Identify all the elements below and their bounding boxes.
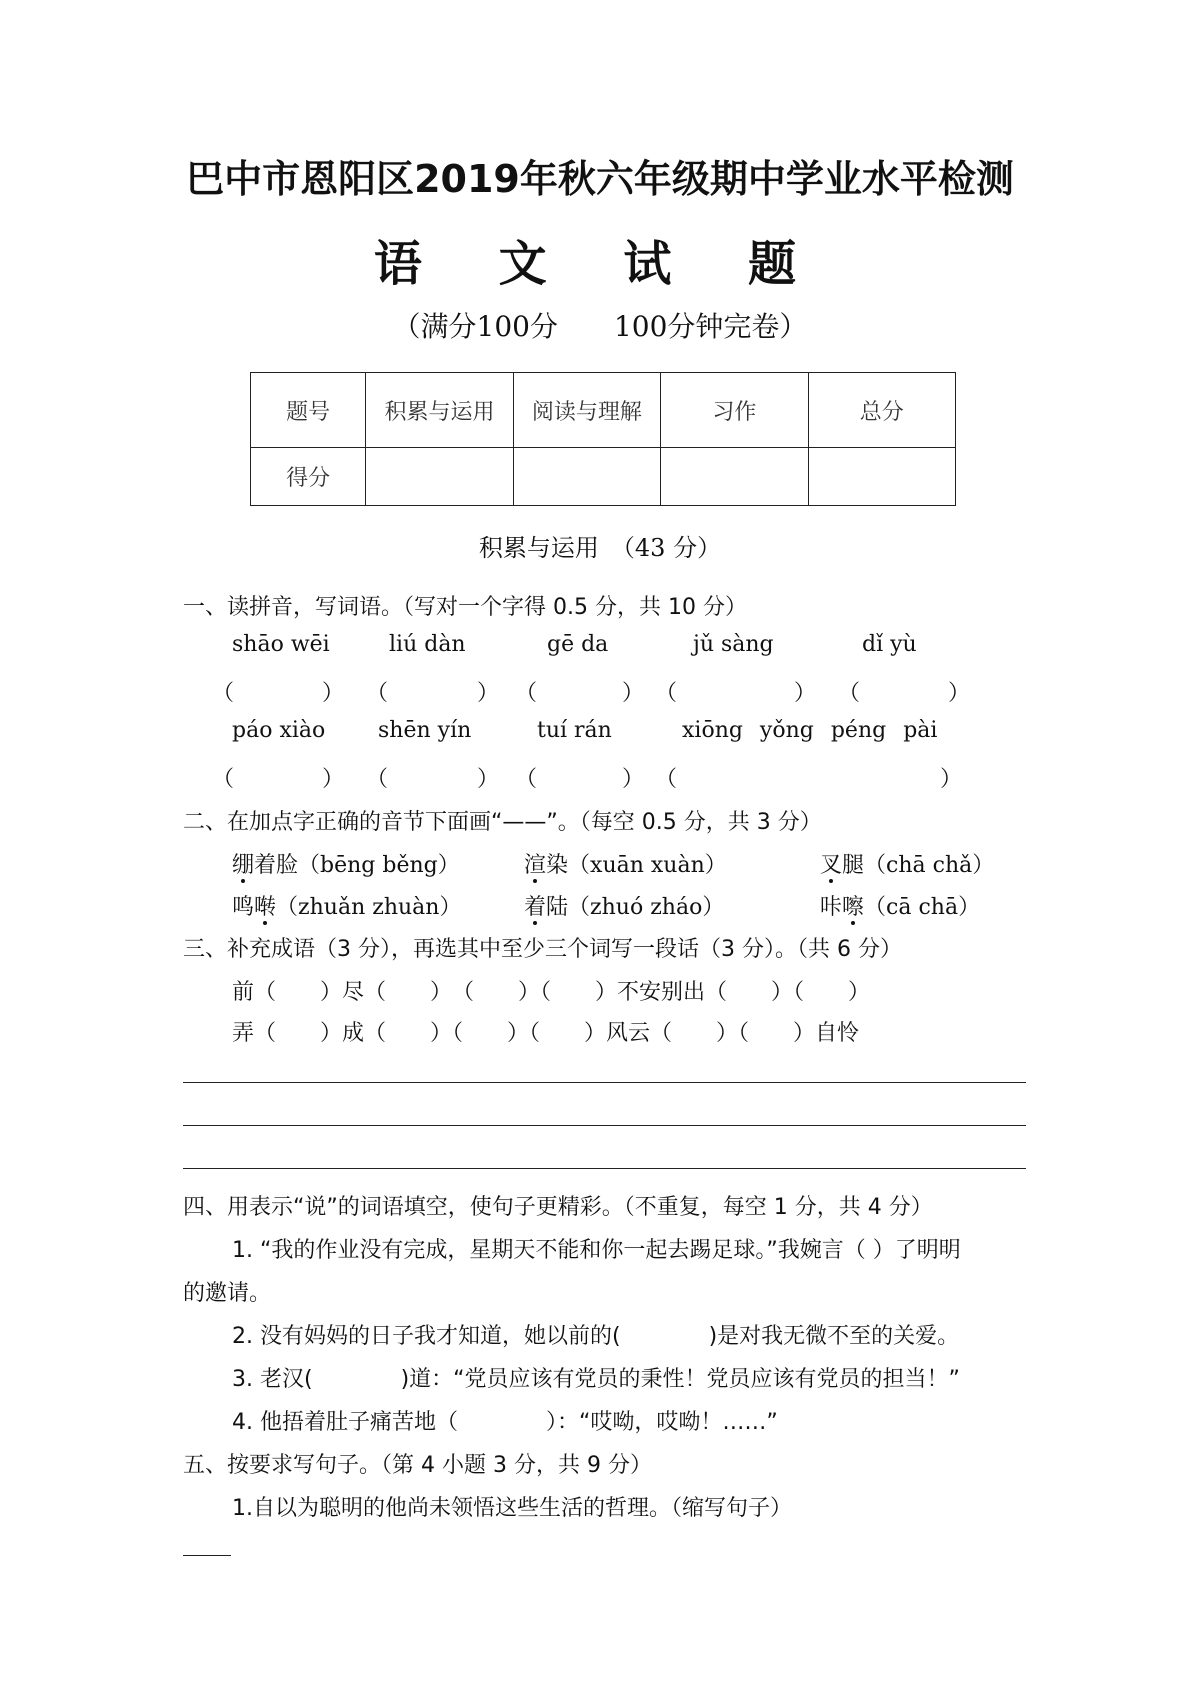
- answer-bracket-close: ）: [622, 681, 645, 706]
- writing-line: [183, 1082, 1026, 1083]
- idiom-line: 前（ ）尽（ ） （ ）（ ）不安别出（ ）（ ）: [232, 980, 871, 1005]
- question-4-item-1-cont: 的邀请。: [183, 1281, 272, 1306]
- pinyin-item: shēn yín: [378, 718, 472, 743]
- dotted-word-item: 绷着脸（bēng běng）: [232, 853, 460, 878]
- question-3-title: 三、补充成语（3 分），再选其中至少三个词写一段话（3 分）。（共 6 分）: [183, 937, 902, 962]
- score-cell: [661, 448, 808, 506]
- answer-bracket-close: ）: [794, 681, 817, 706]
- answer-bracket-open: （: [655, 767, 678, 792]
- answer-bracket-close: ）: [940, 767, 963, 792]
- answer-bracket-close: ）: [477, 767, 500, 792]
- section-heading: 积累与运用 （43 分）: [478, 534, 722, 562]
- exam-title: 语 文 试 题: [373, 236, 827, 292]
- score-cell: [366, 448, 513, 506]
- dotted-word-item: 咔嚓（cā chā）: [820, 895, 981, 920]
- pinyin-item: xiōng yǒng péng pài: [682, 718, 938, 743]
- pinyin-item: shāo wēi: [232, 632, 330, 657]
- answer-bracket-open: （: [838, 681, 861, 706]
- pinyin-item: jǔ sàng: [693, 632, 774, 657]
- score-row-label: 得分: [251, 448, 366, 506]
- answer-bracket-open: （: [366, 681, 389, 706]
- school-title: 巴中市恩阳区2019年秋六年级期中学业水平检测: [186, 157, 1014, 201]
- dotted-word-item: 鸣啭（zhuǎn zhuàn）: [232, 895, 462, 920]
- score-header-cell: 积累与运用: [366, 373, 513, 448]
- score-header-cell: 总分: [808, 373, 955, 448]
- score-table-score-row: [251, 448, 956, 506]
- answer-line: [183, 1555, 231, 1556]
- pinyin-item: tuí rán: [537, 718, 612, 743]
- question-4-item-3: 3. 老汉( )道：“党员应该有党员的秉性！党员应该有党员的担当！”: [232, 1367, 960, 1392]
- dotted-word-item: 着陆（zhuó zháo）: [524, 895, 725, 920]
- question-4-item-2: 2. 没有妈妈的日子我才知道，她以前的( )是对我无微不至的关爱。: [232, 1324, 960, 1349]
- idiom-line: 弄（ ）成（ ）（ ）（ ）风云（ ）（ ）自怜: [232, 1021, 860, 1046]
- score-cell: [808, 448, 955, 506]
- pinyin-item: gē da: [547, 632, 609, 657]
- exam-subtitle: （满分100分 100分钟完卷）: [392, 310, 808, 343]
- answer-bracket-open: （: [212, 767, 235, 792]
- answer-bracket-close: ）: [322, 767, 345, 792]
- score-header-cell: 阅读与理解: [513, 373, 660, 448]
- answer-bracket-open: （: [212, 681, 235, 706]
- dotted-word-item: 渲染（xuān xuàn）: [524, 853, 727, 878]
- score-table-header-row: [251, 373, 956, 448]
- answer-bracket-open: （: [515, 767, 538, 792]
- writing-line: [183, 1168, 1026, 1169]
- answer-bracket-open: （: [655, 681, 678, 706]
- pinyin-item: páo xiào: [232, 718, 326, 743]
- pinyin-item: dǐ yù: [862, 632, 917, 657]
- answer-bracket-open: （: [366, 767, 389, 792]
- question-4-item-4: 4. 他捂着肚子痛苦地（ ）：“哎呦，哎呦！……”: [232, 1410, 778, 1435]
- dotted-word-item: 叉腿（chā chǎ）: [820, 853, 995, 878]
- question-5-title: 五、按要求写句子。（第 4 小题 3 分，共 9 分）: [183, 1453, 652, 1478]
- question-5-item-1: 1.自以为聪明的他尚未领悟这些生活的哲理。（缩写句子）: [232, 1496, 792, 1521]
- answer-bracket-close: ）: [948, 681, 971, 706]
- writing-line: [183, 1125, 1026, 1126]
- answer-bracket-close: ）: [622, 767, 645, 792]
- answer-bracket-open: （: [515, 681, 538, 706]
- question-2-title: 二、在加点字正确的音节下面画“——”。（每空 0.5 分，共 3 分）: [183, 810, 822, 835]
- answer-bracket-close: ）: [322, 681, 345, 706]
- question-4-item-1: 1. “我的作业没有完成，星期天不能和你一起去踢足球。”我婉言（ ）了明明: [232, 1238, 961, 1263]
- question-4-title: 四、用表示“说”的词语填空，使句子更精彩。（不重复，每空 1 分，共 4 分）: [183, 1195, 933, 1220]
- score-header-cell: 习作: [661, 373, 808, 448]
- question-1-title: 一、读拼音，写词语。（写对一个字得 0.5 分，共 10 分）: [183, 595, 747, 620]
- answer-bracket-close: ）: [477, 681, 500, 706]
- score-header-cell: 题号: [251, 373, 366, 448]
- score-cell: [513, 448, 660, 506]
- score-table: [250, 372, 956, 506]
- pinyin-item: liú dàn: [389, 632, 466, 657]
